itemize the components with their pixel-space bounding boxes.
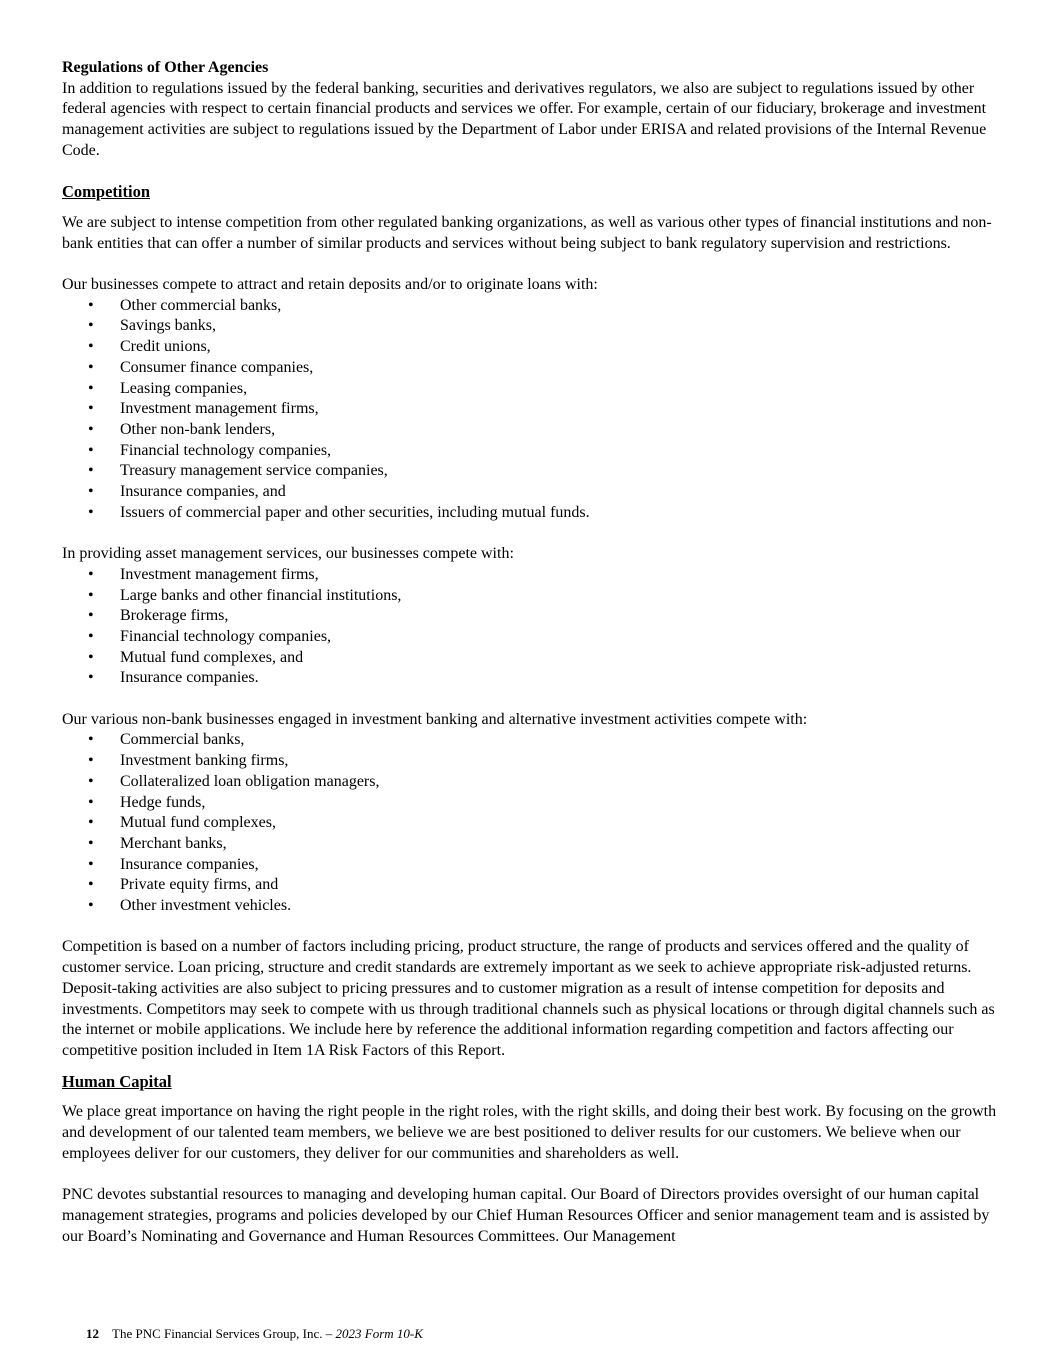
list-item-text: Investment management firms, [120, 565, 319, 583]
list-item [62, 772, 997, 793]
list-item-text: Merchant banks, [120, 834, 227, 852]
list-item [62, 813, 997, 834]
list-item-text: Credit unions, [120, 338, 211, 356]
bullet-icon: • [88, 317, 94, 335]
bullet-icon: • [88, 503, 94, 521]
list-item [62, 648, 997, 669]
list-item [62, 420, 997, 441]
bullet-icon: • [88, 379, 94, 397]
human-capital-paragraph-2: PNC devotes substantial resources to managing and developing human capital. Our Board of Directors provides oversight of our human capital management strategies, programs and policies developed by our Chief Human Resources Officer and senior management team and is assisted by our Board’s Nominating and Governance and Human Resources Committees. Our Management [62, 1186, 990, 1245]
competition-closing-paragraph: Competition is based on a number of factors including pricing, product structure, the range of products and services offered and the quality of customer service. Loan pricing, structure and credit standards are extremely important as we seek to achieve appropriate risk-adjusted returns. Deposit-taking activities are also subject to pricing pressures and to customer migration as a result of intense competition for deposits and investments. Competitors may seek to compete with us through traditional channels such as physical locations or through digital channels such as the internet or mobile applications. We include here by reference the additional information regarding competition and factors affecting our competitive position included in Item 1A Risk Factors of this Report. [62, 938, 995, 1059]
list-item-text: Leasing companies, [120, 379, 248, 397]
bullet-icon: • [88, 441, 94, 459]
list-item [62, 482, 997, 503]
list-item-text: Insurance companies, [120, 855, 259, 873]
bullet-icon: • [88, 462, 94, 480]
list-item-text: Consumer finance companies, [120, 358, 314, 376]
page-footer [86, 1326, 423, 1342]
list-item [62, 441, 997, 462]
list-item [62, 379, 997, 400]
list-item [62, 296, 997, 317]
bullet-icon: • [88, 772, 94, 790]
section-title-human-capital: Human Capital [62, 1071, 172, 1091]
list-item [62, 834, 997, 855]
list-item-text: Investment management firms, [120, 400, 319, 418]
list-item [62, 855, 997, 876]
list-item [62, 565, 997, 586]
list-item-text: Large banks and other financial institutions, [120, 586, 402, 604]
list-item [62, 896, 997, 917]
competition-list3 [62, 730, 997, 916]
list-item [62, 358, 997, 379]
list-item [62, 337, 997, 358]
list-item-text: Financial technology companies, [120, 627, 332, 645]
list-item [62, 627, 997, 648]
page-number: 12 [86, 1326, 99, 1341]
list-item-text: Brokerage firms, [120, 607, 229, 625]
list-item [62, 399, 997, 420]
bullet-icon: • [88, 296, 94, 314]
list-item-text: Private equity firms, and [120, 876, 279, 894]
list-item [62, 586, 997, 607]
list-item-text: Financial technology companies, [120, 441, 332, 459]
competition-list2-lead: In providing asset management services, our businesses compete with: [62, 545, 514, 563]
bullet-icon: • [88, 834, 94, 852]
list-item-text: Commercial banks, [120, 731, 245, 749]
footer-form: 2023 Form 10-K [335, 1326, 423, 1341]
bullet-icon: • [88, 731, 94, 749]
list-item-text: Other non-bank lenders, [120, 420, 276, 438]
human-capital-paragraph-1: We place great importance on having the right people in the right roles, with the right skills, and doing their best work. By focusing on the growth and development of our talented team members, we believe we are best positioned to deliver results for our customers. We believe when our employees deliver for our customers, they deliver for our communities and shareholders as well. [62, 1103, 997, 1162]
section-title-regulations: Regulations of Other Agencies [62, 59, 269, 76]
bullet-icon: • [88, 669, 94, 687]
bullet-icon: • [88, 358, 94, 376]
bullet-icon: • [88, 338, 94, 356]
bullet-icon: • [88, 586, 94, 604]
bullet-icon: • [88, 483, 94, 501]
bullet-icon: • [88, 752, 94, 770]
list-item [62, 668, 997, 689]
regulations-paragraph: In addition to regulations issued by the federal banking, securities and derivatives regulators, we also are subject to regulations issued by other federal agencies with respect to certain financial products and services we offer. For example, certain of our fiduciary, brokerage and investment management activities are subject to regulations issued by the Department of Labor under ERISA and related provisions of the Internal Revenue Code. [62, 79, 987, 159]
list-item [62, 793, 997, 814]
bullet-icon: • [88, 855, 94, 873]
bullet-icon: • [88, 607, 94, 625]
list-item-text: Mutual fund complexes, and [120, 648, 304, 666]
list-item-text: Other investment vehicles. [120, 897, 292, 915]
footer-company: The PNC Financial Services Group, Inc. – [112, 1326, 333, 1341]
list-item [62, 875, 997, 896]
bullet-icon: • [88, 876, 94, 894]
list-item-text: Mutual fund complexes, [120, 814, 276, 832]
list-item-text: Hedge funds, [120, 793, 206, 811]
list-item [62, 606, 997, 627]
bullet-icon: • [88, 897, 94, 915]
bullet-icon: • [88, 627, 94, 645]
list-item-text: Investment banking firms, [120, 752, 289, 770]
list-item-text: Collateralized loan obligation managers, [120, 772, 380, 790]
list-item [62, 751, 997, 772]
list-item-text: Other commercial banks, [120, 296, 282, 314]
document-page [62, 58, 997, 1247]
list-item-text: Treasury management service companies, [120, 462, 388, 480]
list-item [62, 503, 997, 524]
list-item-text: Insurance companies. [120, 669, 259, 687]
list-item-text: Insurance companies, and [120, 483, 286, 501]
section-title-competition: Competition [62, 182, 150, 202]
competition-list1-lead: Our businesses compete to attract and retain deposits and/or to originate loans with: [62, 276, 598, 293]
list-item [62, 461, 997, 482]
competition-intro-paragraph: We are subject to intense competition from other regulated banking organizations, as well as various other types of financial institutions and non-bank entities that can offer a number of similar products and services without being subject to bank regulatory supervision and restrictions. [62, 213, 992, 252]
competition-list3-lead: Our various non-bank businesses engaged in investment banking and alternative investment activities compete with: [62, 710, 808, 728]
bullet-icon: • [88, 793, 94, 811]
bullet-icon: • [88, 565, 94, 583]
bullet-icon: • [88, 420, 94, 438]
competition-list2 [62, 565, 997, 689]
list-item-text: Issuers of commercial paper and other securities, including mutual funds. [120, 503, 590, 521]
list-item-text: Savings banks, [120, 317, 216, 335]
list-item [62, 730, 997, 751]
bullet-icon: • [88, 814, 94, 832]
competition-list1 [62, 296, 997, 524]
bullet-icon: • [88, 648, 94, 666]
list-item [62, 316, 997, 337]
bullet-icon: • [88, 400, 94, 418]
